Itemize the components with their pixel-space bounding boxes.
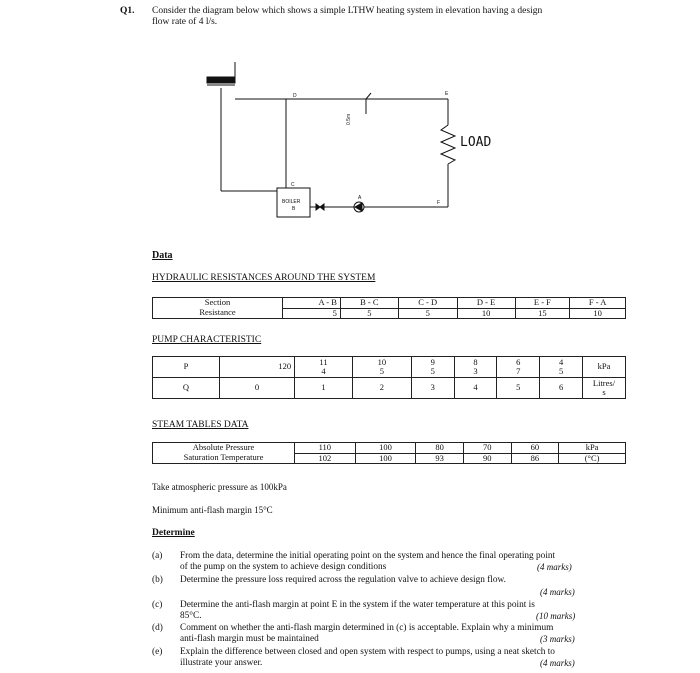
item-label: (e) [152, 647, 163, 657]
item-marks: (3 marks) [540, 634, 575, 644]
heating-system-diagram [0, 0, 700, 240]
load-coil [441, 125, 455, 164]
pump-table [152, 356, 626, 399]
expansion-tank [207, 77, 235, 83]
item-label: (a) [152, 551, 163, 561]
question-text-line2: flow rate of 4 l/s. [152, 17, 218, 27]
q-cell: 1 [295, 378, 353, 399]
section-cell: B - C [340, 298, 398, 309]
q-cell: 6 [540, 378, 583, 399]
margin-note: Minimum anti-flash margin 15°C [152, 505, 273, 515]
label-f: F [437, 200, 441, 206]
pressure-cell: 70 [463, 443, 511, 454]
resistance-cell: 15 [515, 308, 570, 319]
resistance-cell: 5 [398, 308, 457, 319]
section-cell: F - A [570, 298, 626, 309]
question-number: Q1. [120, 6, 135, 16]
label-c: C [291, 182, 295, 188]
label-e: E [445, 91, 449, 97]
item-marks: (4 marks) [537, 562, 572, 572]
section-cell: C - D [398, 298, 457, 309]
item-line1: Determine the anti-flash margin at point E in the system if the water temperature at this point is [180, 600, 535, 610]
resistance-label: Resistance [153, 308, 283, 319]
section-cell: A - B [283, 298, 341, 309]
hydraulic-table [152, 297, 626, 319]
item-line1: Explain the difference between closed and open system with respect to pumps, using a neat sketch to [180, 647, 555, 657]
temperature-cell: 86 [511, 453, 559, 464]
atm-note: Take atmospheric pressure as 100kPa [152, 482, 287, 492]
p-cell: 120 [220, 357, 295, 378]
item-marks: (10 marks) [536, 611, 576, 621]
q-cell: 3 [411, 378, 454, 399]
item-line2: anti-flash margin must be maintained [180, 634, 319, 644]
p-cell: 9 5 [411, 357, 454, 378]
q-label: Q [153, 378, 220, 399]
q-cell: 4 [454, 378, 497, 399]
q-cell: 5 [497, 378, 540, 399]
q-unit: Litres/ s [583, 378, 626, 399]
q-cell: 2 [352, 378, 411, 399]
section-cell: D - E [457, 298, 515, 309]
temperature-cell: 90 [463, 453, 511, 464]
item-marks: (4 marks) [540, 587, 575, 597]
item-line2: illustrate your answer. [180, 658, 263, 668]
pressure-cell: 60 [511, 443, 559, 454]
section-cell: E - F [515, 298, 570, 309]
steam-heading: STEAM TABLES DATA [152, 420, 249, 430]
item-line1: Determine the pressure loss required across the regulation valve to achieve design flow. [180, 575, 506, 585]
pressure-cell: 100 [355, 443, 416, 454]
label-a: A [358, 195, 362, 201]
p-cell: 4 5 [540, 357, 583, 378]
pipe-length-label: 0.5m [346, 113, 352, 125]
data-heading: Data [152, 250, 173, 261]
p-cell: 8 3 [454, 357, 497, 378]
regulating-valve [316, 204, 324, 210]
item-line1: Comment on whether the anti-flash margin determined in (c) is acceptable. Explain why a minimum [180, 623, 554, 633]
p-cell: 6 7 [497, 357, 540, 378]
resistance-cell: 10 [570, 308, 626, 319]
pump-heading: PUMP CHARACTERISTIC [152, 335, 262, 345]
pressure-label: Absolute Pressure [153, 443, 295, 454]
pressure-cell: 80 [416, 443, 464, 454]
item-label: (d) [152, 623, 163, 633]
item-line2: 85°C. [180, 611, 202, 621]
temperature-cell: 93 [416, 453, 464, 464]
steam-table [152, 442, 626, 464]
item-label: (c) [152, 600, 163, 610]
temperature-cell: 102 [295, 453, 356, 464]
p-cell: 11 4 [295, 357, 353, 378]
temperature-unit: (°C) [559, 453, 626, 464]
temperature-label: Saturation Temperature [153, 453, 295, 464]
pressure-cell: 110 [295, 443, 356, 454]
resistance-cell: 5 [283, 308, 341, 319]
boiler-label: BOILER [282, 199, 301, 205]
resistance-cell: 5 [340, 308, 398, 319]
item-line1: From the data, determine the initial operating point on the system and hence the final operating point [180, 551, 556, 561]
label-d: D [293, 93, 297, 99]
p-unit: kPa [583, 357, 626, 378]
load-label: LOAD [460, 135, 492, 150]
question-text-line1: Consider the diagram below which shows a simple LTHW heating system in elevation having a design [152, 6, 543, 16]
item-line2: of the pump on the system to achieve design conditions [180, 562, 387, 572]
boiler-sub-label: B [292, 206, 296, 212]
p-cell: 10 5 [352, 357, 411, 378]
item-marks: (4 marks) [540, 658, 575, 668]
item-label: (b) [152, 575, 163, 585]
pressure-unit: kPa [559, 443, 626, 454]
resistance-cell: 10 [457, 308, 515, 319]
p-label: P [153, 357, 220, 378]
section-label: Section [153, 298, 283, 309]
determine-heading: Determine [152, 528, 195, 538]
hydraulic-heading: HYDRAULIC RESISTANCES AROUND THE SYSTEM [152, 273, 376, 283]
temperature-cell: 100 [355, 453, 416, 464]
q-cell: 0 [220, 378, 295, 399]
